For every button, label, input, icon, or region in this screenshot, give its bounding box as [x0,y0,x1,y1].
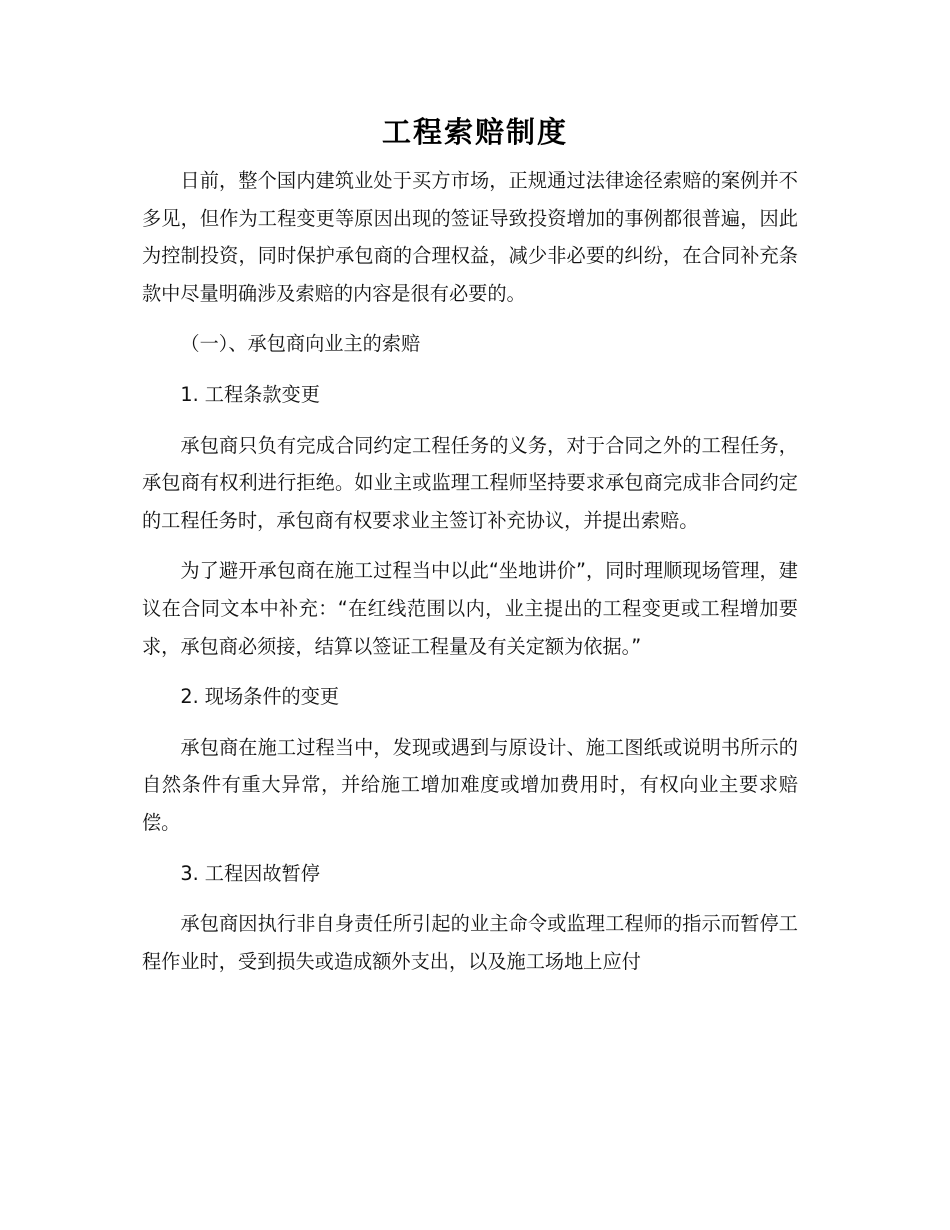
subheading-site-conditions: 2. 现场条件的变更 [180,685,340,709]
section-heading-contractor-claims: （一）、承包商向业主的索赔 [180,332,421,356]
subheading-work-suspension: 3. 工程因故暂停 [180,861,320,885]
document-title: 工程索赔制度 [381,115,568,149]
document-body [142,162,798,993]
subheading-clause-change: 1. 工程条款变更 [180,382,320,406]
paragraph-work-suspension: 承包商因执行非自身责任所引起的业主命令或监理工程师的指示而暂停工程作业时，受到损失或造成额外支出，以及施工场地上应付 [142,912,798,973]
paragraph-clause-change: 承包商只负有完成合同约定工程任务的义务，对于合同之外的工程任务，承包商有权利进行拒绝。如业主或监理工程师坚持要求承包商完成非合同约定的工程任务时，承包商有权要求业主签订补充协议，并提出索赔。 [142,433,798,532]
paragraph-intro: 日前，整个国内建筑业处于买方市场，正规通过法律途径索赔的案例并不多见，但作为工程变更等原因出现的签证导致投资增加的事例都很普遍，因此为控制投资，同时保护承包商的合理权益，减少非必要的纠纷，在合同补充条款中尽量明确涉及索赔的内容是很有必要的。 [142,169,798,305]
paragraph-site-conditions: 承包商在施工过程当中，发现或遇到与原设计、施工图纸或说明书所示的自然条件有重大异常，并给施工增加难度或增加费用时，有权向业主要求赔偿。 [142,735,798,834]
paragraph-contract-supplement: 为了避开承包商在施工过程当中以此“坐地讲价”，同时理顺现场管理，建议在合同文本中补充：“在红线范围以内，业主提出的工程变更或工程增加要求，承包商必须接，结算以签证工程量及有关定额为依据。” [142,559,798,658]
